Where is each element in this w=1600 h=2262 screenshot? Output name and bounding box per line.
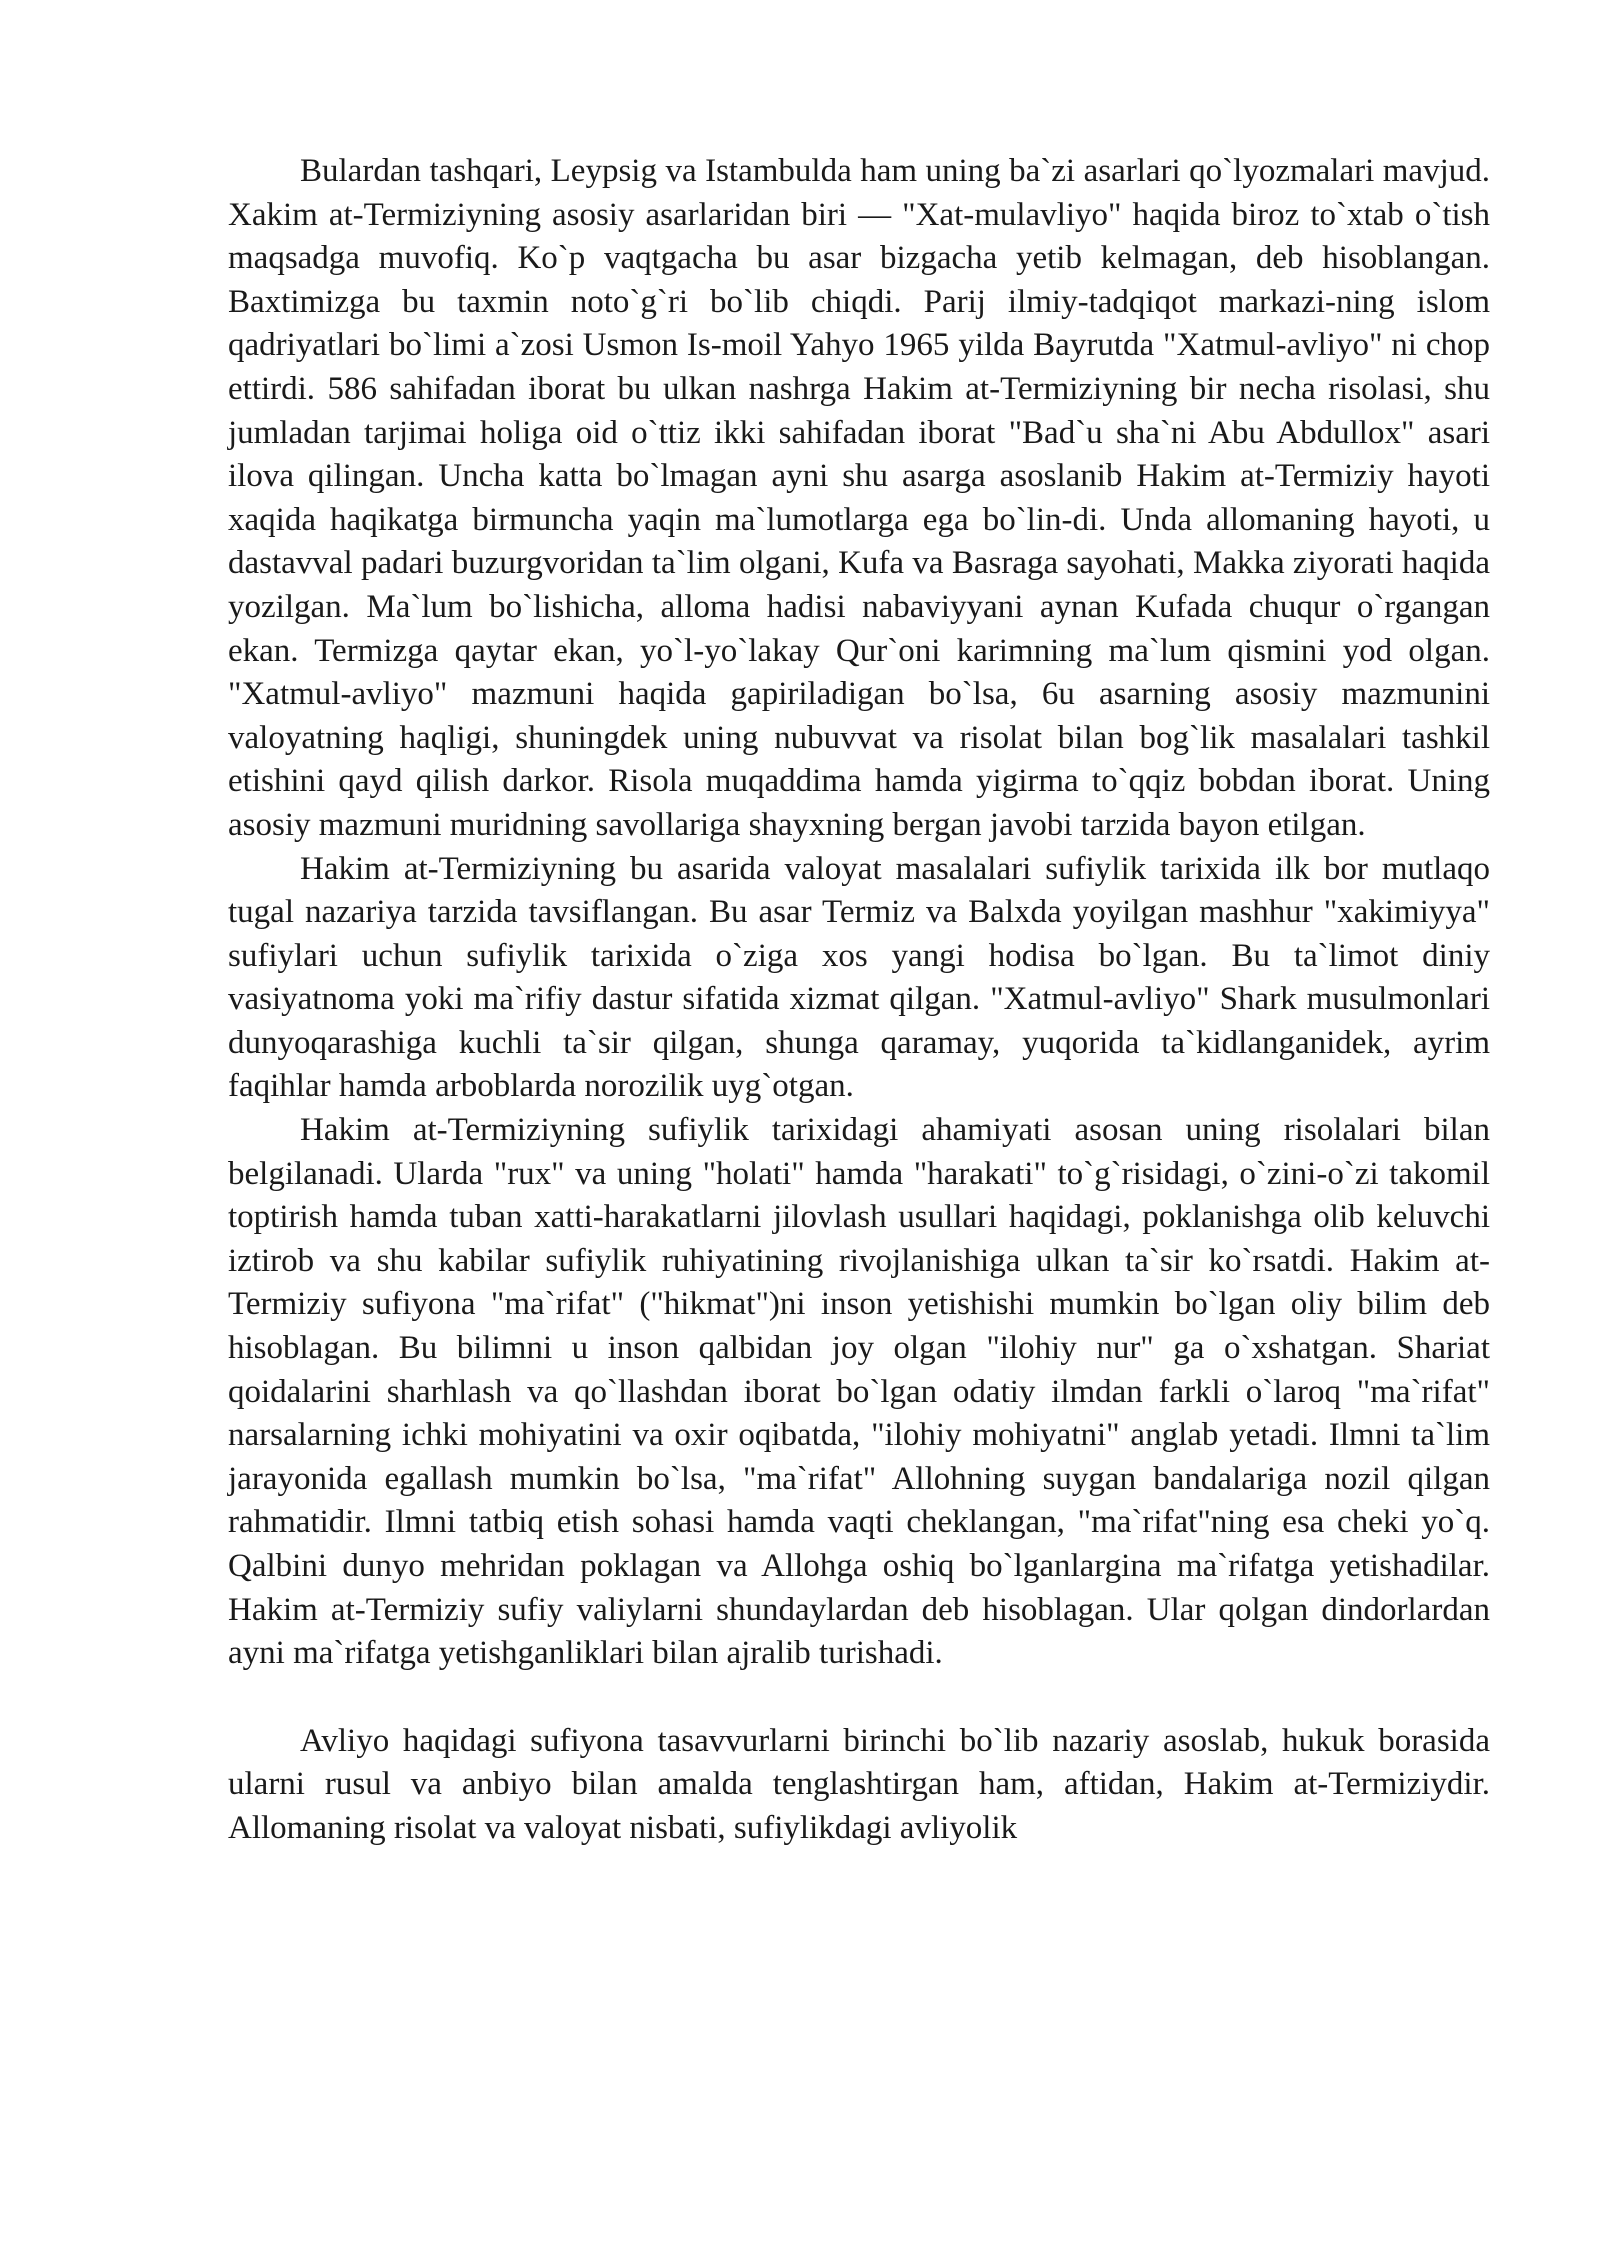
document-page bbox=[228, 150, 1490, 1851]
paragraph-1: Bulardan tashqari, Leypsig va Istambulda ham uning ba`zi asarlari qo`lyozmalari mavjud. Xakim at-Termiziyning asosiy asarlaridan biri — "Xat-mulavliyo" haqida biroz to`xtab o`tish maqsadga muvofiq. Ko`p vaqtgacha bu asar bizgacha yetib kelmagan, deb hisoblangan. Baxtimizga bu taxmin noto`g`ri bo`lib chiqdi. Parij ilmiy-tadqiqot markazi-ning islom qadriyatlari bo`limi a`zosi Usmon Is-moil Yahyo 1965 yilda Bayrutda "Xatmul-avliyo" ni chop ettirdi. 586 sahifadan iborat bu ulkan nashrga Hakim at-Termiziyning bir necha risolasi, shu jumladan tarjimai holiga oid o`ttiz ikki sahifadan iborat "Bad`u sha`ni Abu Abdullox" asari ilova qilingan. Uncha katta bo`lmagan ayni shu asarga asoslanib Hakim at-Termiziy hayoti xaqida haqikatga birmuncha yaqin ma`lumotlarga ega bo`lin-di. Unda allomaning hayoti, u dastavval padari buzurgvoridan ta`lim olgani, Kufa va Basraga sayohati, Makka ziyorati haqida yozilgan. Ma`lum bo`lishicha, alloma hadisi nabaviyyani aynan Kufada chuqur o`rgangan ekan. Termizga qaytar ekan, yo`l-yo`lakay Qur`oni karimning ma`lum qismini yod olgan. "Xatmul-avliyo" mazmuni haqida gapiriladigan bo`lsa, 6u asarning asosiy mazmunini valoyatning haqligi, shuningdek uning nubuvvat va risolat bilan bog`lik masalalari tashkil etishini qayd qilish darkor. Risola muqaddima hamda yigirma to`qqiz bobdan iborat. Uning asosiy mazmuni muridning savollariga shayxning bergan javobi tarzida bayon etilgan. bbox=[228, 153, 1490, 843]
paragraph-spacer bbox=[228, 1676, 1490, 1720]
paragraph-3: Hakim at-Termiziyning sufiylik tarixidagi ahamiyati asosan uning risolalari bilan belgilanadi. Ularda "rux" va uning "holati" hamda "harakati" to`g`risidagi, o`zini-o`zi takomil toptirish hamda tuban xatti-harakatlarni jilovlash usullari haqidagi, poklanishga olib keluvchi iztirob va shu kabilar sufiylik ruhiyatining rivojlanishiga ulkan ta`sir ko`rsatdi. Hakim at-Termiziy sufiyona "ma`rifat" ("hikmat")ni inson yetishishi mumkin bo`lgan oliy bilim deb hisoblagan. Bu bilimni u inson qalbidan joy olgan "ilohiy nur" ga o`xshatgan. Shariat qoidalarini sharhlash va qo`llashdan iborat bo`lgan odatiy ilmdan farkli o`laroq "ma`rifat" narsalarning ichki mohiyatini va oxir oqibatda, "ilohiy mohiyatni" anglab yetadi. Ilmni ta`lim jarayonida egallash mumkin bo`lsa, "ma`rifat" Allohning suygan bandalariga nozil qilgan rahmatidir. Ilmni tatbiq etish sohasi hamda vaqti cheklangan, "ma`rifat"ning esa cheki yo`q. Qalbini dunyo mehridan poklagan va Allohga oshiq bo`lganlargina ma`rifatga yetishadilar. Hakim at-Termiziy sufiy valiylarni shundaylardan deb hisoblagan. Ular qolgan dindorlardan ayni ma`rifatga yetishganliklari bilan ajralib turishadi. bbox=[228, 1112, 1490, 1672]
paragraph-4: Avliyo haqidagi sufiyona tasavvurlarni birinchi bo`lib nazariy asoslab, hukuk borasida ularni rusul va anbiyo bilan amalda tenglashtirgan ham, aftidan, Hakim at-Termiziydir. Allomaning risolat va valoyat nisbati, sufiylikdagi avliyolik bbox=[228, 1722, 1490, 1846]
paragraph-2: Hakim at-Termiziyning bu asarida valoyat masalalari sufiylik tarixida ilk bor mutlaqo tugal nazariya tarzida tavsiflangan. Bu asar Termiz va Balxda yoyilgan mashhur "xakimiyya" sufiylari uchun sufiylik tarixida o`ziga xos yangi hodisa bo`lgan. Bu ta`limot diniy vasiyatnoma yoki ma`rifiy dastur sifatida xizmat qilgan. "Xatmul-avliyo" Shark musulmonlari dunyoqarashiga kuchli ta`sir qilgan, shunga qaramay, yuqorida ta`kidlanganidek, ayrim faqihlar hamda arboblarda norozilik uyg`otgan. bbox=[228, 850, 1490, 1105]
